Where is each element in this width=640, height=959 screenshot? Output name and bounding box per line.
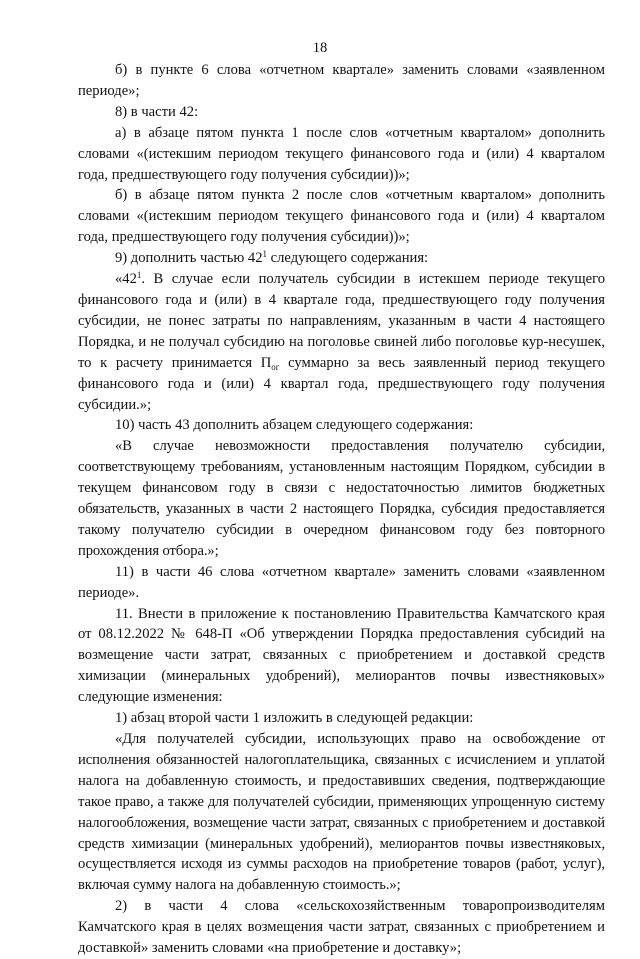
paragraph-text: суммарно за весь заявленный период текущего финансового года и (или) 4 квартал года, предшествующего году получения субсидии.»; <box>78 354 605 413</box>
page-number: 18 <box>312 40 328 56</box>
paragraph: б) в пункте 6 слова «отчетном квартале» заменить словами «заявленном периоде»; <box>78 62 605 99</box>
superscript: 1 <box>136 270 142 281</box>
paragraph: 8) в части 42: <box>115 103 199 120</box>
paragraph-text: . В случае если получатель субсидии в истекшем периоде текущего финансового года и (или) в 4 квартале года, предшествующего году получения субсидии, не понес затраты по направлениям, указанным в части 4 настоящего Порядка, и не получал субсидию на поголовье свиней либо поголовье кур-несушек, то к расчету принимается П <box>78 271 605 371</box>
paragraph: 1) абзац второй части 1 изложить в следующей редакции: <box>115 710 474 727</box>
paragraph <box>78 248 605 269</box>
paragraph: б) в абзаце пятом пункта 2 после слов «отчетным кварталом» дополнить словами «(истекшим периодом текущего финансового года и (или) 4 кварталом года, предшествующего году получения субсидии))»; <box>78 187 605 246</box>
paragraph-text: следующего содержания: <box>267 250 429 267</box>
document-body <box>78 60 605 959</box>
paragraph-text: 9) дополнить частью 42 <box>115 250 263 267</box>
subscript: ог <box>271 361 280 372</box>
paragraph: 11) в части 46 слова «отчетном квартале» заменить словами «заявленном периоде». <box>78 563 605 601</box>
paragraph <box>78 269 605 415</box>
superscript: 1 <box>262 249 267 260</box>
paragraph: 11. Внести в приложение к постановлению Правительства Камчатского края от 08.12.2022 № 648-П «Об утверждении Порядка предоставления субсидий на возмещение части затрат, связанных с приобретением и доставкой средств химизации (минеральных удобрений), мелиорантов почвы известняковых» следующие изменения: <box>78 605 605 706</box>
paragraph: 2) в части 4 слова «сельскохозяйственным товаропроизводителям Камчатского края в целях возмещения части затрат, связанных с приобретением и доставкой» заменить словами «на приобретение и доставку»; <box>78 898 605 957</box>
paragraph: а) в абзаце пятом пункта 1 после слов «отчетным кварталом» дополнить словами «(истекшим периодом текущего финансового года и (или) 4 кварталом года, предшествующего году получения субсидии))»; <box>78 124 605 183</box>
paragraph: 10) часть 43 дополнить абзацем следующего содержания: <box>115 417 474 434</box>
paragraph: «В случае невозможности предоставления получателю субсидии, соответствующему требованиям, установленным настоящим Порядком, субсидии в текущем финансовом году в связи с недостаточностью лимитов бюджетных обязательств, указанных в части 2 настоящего Порядка, субсидия предоставляется такому получателю субсидии в очередном финансовом году без повторного прохождения отбора.»; <box>78 438 605 559</box>
paragraph: «Для получателей субсидии, использующих право на освобождение от исполнения обязанностей налогоплательщика, связанных с исчислением и уплатой налога на добавленную стоимость, и предоставивших сведения, подтверждающие такое право, а также для получателей субсидии, применяющих упрощенную систему налогообложения, возмещение части затрат, связанных с приобретением и доставкой средств химизации (минеральных удобрений), мелиорантов почвы известняковых, осуществляется исходя из суммы расходов на приобретение товаров (работ, услуг), включая сумму налога на добавленную стоимость.»; <box>78 731 605 894</box>
paragraph-text: «42 <box>115 271 137 288</box>
